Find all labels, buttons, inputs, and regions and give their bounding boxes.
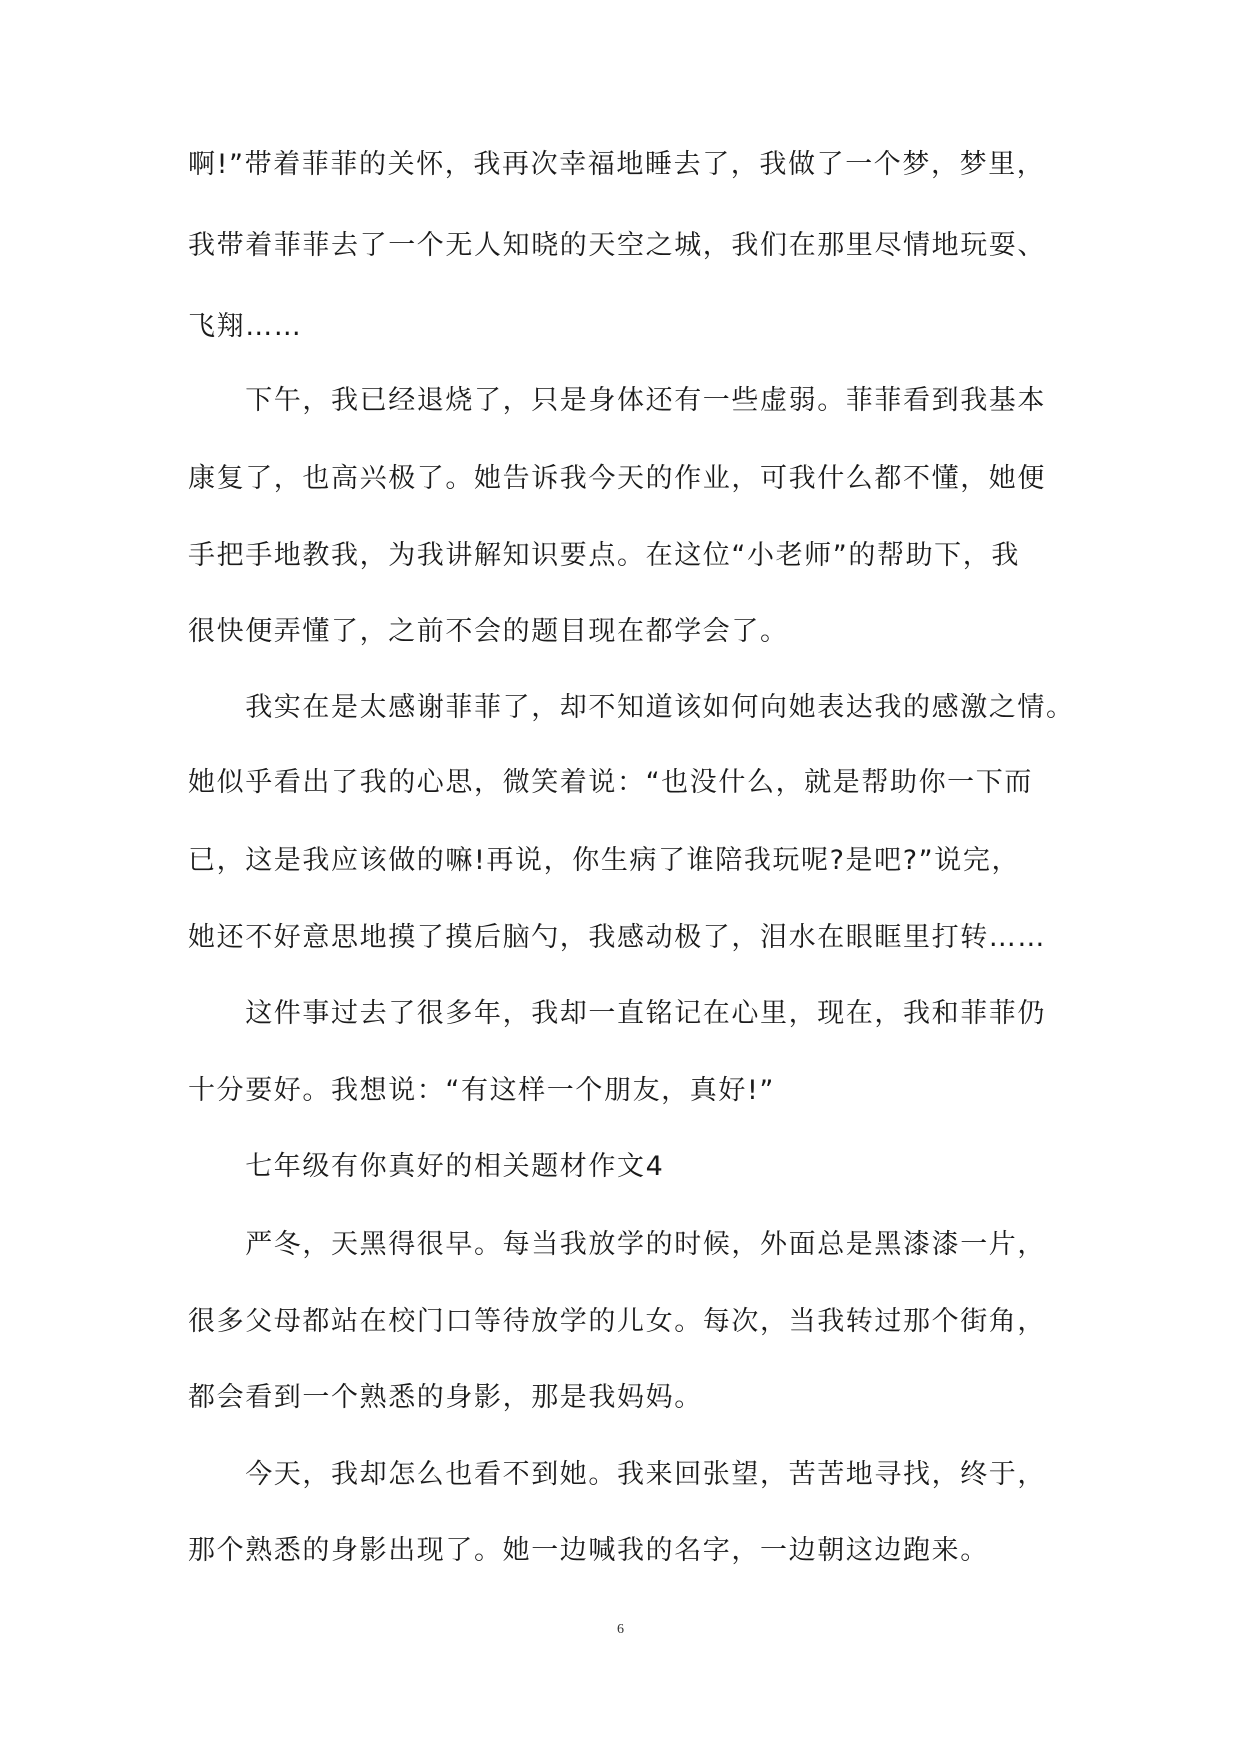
- text-line: 飞翔……: [188, 311, 303, 342]
- paragraph-start-line: 严冬，天黑得很早。每当我放学的时候，外面总是黑漆漆一片，: [188, 1229, 1046, 1260]
- paragraph-start-line: 下午，我已经退烧了，只是身体还有一些虚弱。菲菲看到我基本: [188, 385, 1046, 416]
- paragraph-start-line: 我实在是太感谢菲菲了，却不知道该如何向她表达我的感激之情。: [188, 692, 1075, 723]
- text-line: 我带着菲菲去了一个无人知晓的天空之城，我们在那里尽情地玩耍、: [188, 230, 1046, 261]
- page-number: 6: [617, 1622, 624, 1637]
- text-line: 康复了，也高兴极了。她告诉我今天的作业，可我什么都不懂，她便: [188, 463, 1046, 494]
- text-line: 她似乎看出了我的心思，微笑着说：“也没什么，就是帮助你一下而: [188, 767, 1033, 798]
- text-line: 很快便弄懂了，之前不会的题目现在都学会了。: [188, 616, 789, 647]
- paragraph-start-line: 这件事过去了很多年，我却一直铭记在心里，现在，我和菲菲仍: [188, 998, 1046, 1029]
- text-line: 她还不好意思地摸了摸后脑勺，我感动极了，泪水在眼眶里打转……: [188, 922, 1046, 953]
- text-line: 已，这是我应该做的嘛!再说，你生病了谁陪我玩呢?是吧?”说完，: [188, 845, 1021, 876]
- paragraph-start-line: 今天，我却怎么也看不到她。我来回张望，苦苦地寻找，终于，: [188, 1459, 1046, 1490]
- text-line: 都会看到一个熟悉的身影，那是我妈妈。: [188, 1382, 703, 1413]
- text-line: 十分要好。我想说：“有这样一个朋友，真好!”: [188, 1075, 775, 1106]
- text-line: 很多父母都站在校门口等待放学的儿女。每次，当我转过那个街角，: [188, 1306, 1046, 1337]
- text-line: 手把手地教我，为我讲解知识要点。在这位“小老师”的帮助下，我: [188, 540, 1020, 571]
- text-line: 啊!”带着菲菲的关怀，我再次幸福地睡去了，我做了一个梦，梦里，: [188, 149, 1046, 180]
- text-line: 那个熟悉的身影出现了。她一边喊我的名字，一边朝这边跑来。: [188, 1535, 989, 1566]
- section-heading: 七年级有你真好的相关题材作文4: [188, 1151, 665, 1182]
